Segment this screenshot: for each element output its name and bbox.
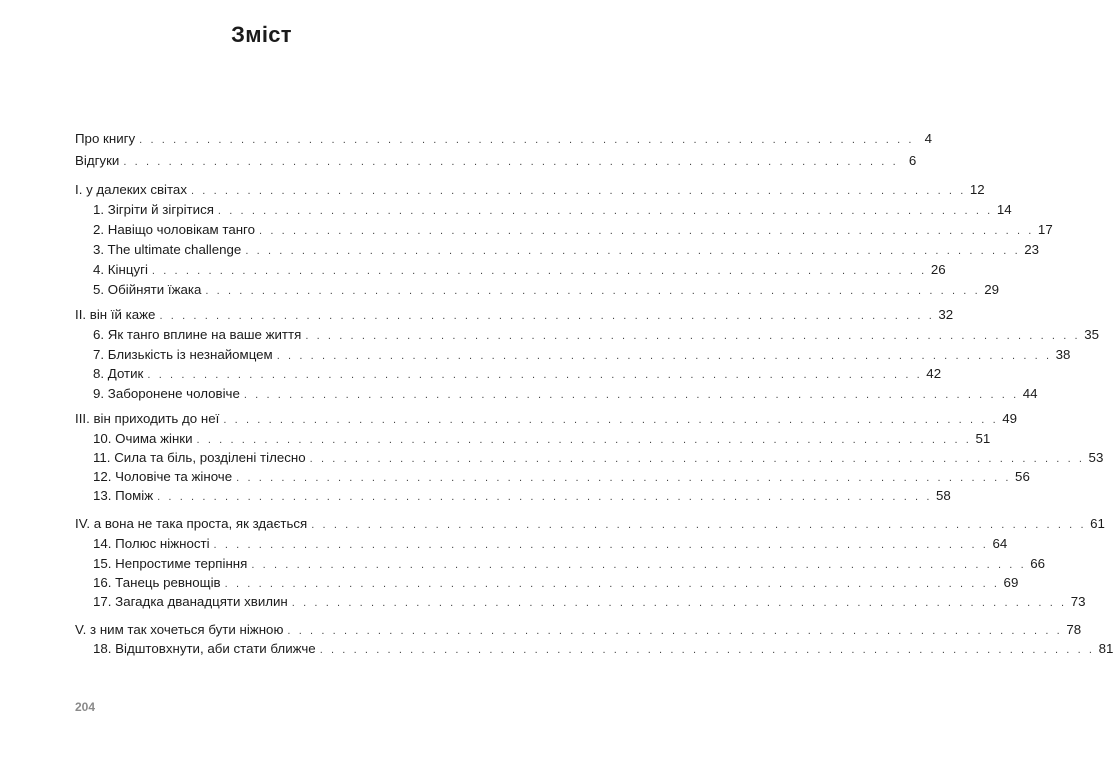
toc-entry-label: 16. Танець ревнощів [93,575,221,590]
toc-entry-page: 69 [1003,575,1019,590]
leader-dots: . . . . . . . . . . . . . . . . . . . . . . . . . . . . . . . . . . . . . . . . . . . . . . . . . . . . . . . . . . . . . . . . . . . . . [305,330,1081,342]
toc-entry-page: 56 [1015,469,1030,484]
toc-entry-page: 51 [975,431,991,446]
toc-chapter-13 [93,486,951,506]
toc-entry-label: 15. Непростиме терпіння [93,556,248,571]
toc-chapter-14 [93,534,1008,554]
toc-entry-label: 14. Полюс ніжності [93,536,210,551]
toc-entry-page: 4 [924,131,933,146]
leader-dots: . . . . . . . . . . . . . . . . . . . . . . . . . . . . . . . . . . . . . . . . . . . . . . . . . . . . . . . . . . . . . . . . . . . . . [123,156,899,168]
toc-entry-page: 73 [1070,594,1086,609]
page-title: Зміст [231,22,292,47]
toc-entry-page: 44 [1022,386,1038,401]
toc-chapter-12 [93,467,1030,487]
toc-chapter-8 [93,364,942,384]
toc-chapter-17 [93,592,1086,612]
leader-dots: . . . . . . . . . . . . . . . . . . . . . . . . . . . . . . . . . . . . . . . . . . . . . . . . . . . . . . . . . . . . . . . . . . . . . [205,285,981,297]
toc-entry-label: 17. Загадка дванадцяти хвилин [93,594,288,609]
toc-entry-label: Відгуки [75,153,120,168]
toc-entry-page: 32 [938,307,954,322]
leader-dots: . . . . . . . . . . . . . . . . . . . . . . . . . . . . . . . . . . . . . . . . . . . . . . . . . . . . . . . . . . . . . . . . . . . . . [319,644,1095,656]
toc-entry-label: І. у далеких світах [75,182,187,197]
toc-part-5 [75,620,1082,640]
toc-entry-label: 1. Зігріти й зігрітися [93,202,214,217]
toc-entry-label: 2. Навіщо чоловікам танго [93,222,256,237]
leader-dots: . . . . . . . . . . . . . . . . . . . . . . . . . . . . . . . . . . . . . . . . . . . . . . . . . . . . . . . . . . . . . . . . . . . . . [157,491,933,503]
leader-dots: . . . . . . . . . . . . . . . . . . . . . . . . . . . . . . . . . . . . . . . . . . . . . . . . . . . . . . . . . . . . . . . . . . . . . [224,578,1000,590]
toc-entry-label: 9. Заборонене чоловіче [93,386,240,401]
toc-entry-page: 64 [992,536,1008,551]
leader-dots: . . . . . . . . . . . . . . . . . . . . . . . . . . . . . . . . . . . . . . . . . . . . . . . . . . . . . . . . . . . . . . . . . . . . . [190,185,966,197]
toc-chapter-18 [93,639,1113,659]
toc-chapter-6 [93,325,1100,345]
leader-dots: . . . . . . . . . . . . . . . . . . . . . . . . . . . . . . . . . . . . . . . . . . . . . . . . . . . . . . . . . . . . . . . . . . . . . [223,414,999,426]
toc-chapter-16 [93,573,1019,593]
leader-dots: . . . . . . . . . . . . . . . . . . . . . . . . . . . . . . . . . . . . . . . . . . . . . . . . . . . . . . . . . . . . . . . . . . . . . [311,519,1087,531]
leader-dots: . . . . . . . . . . . . . . . . . . . . . . . . . . . . . . . . . . . . . . . . . . . . . . . . . . . . . . . . . . . . . . . . . . . . . [147,369,923,381]
toc-entry-page: 58 [936,488,951,503]
toc-entry-page: 61 [1090,516,1105,531]
toc-chapter-10 [93,429,991,449]
toc-part-2 [75,305,954,325]
leader-dots: . . . . . . . . . . . . . . . . . . . . . . . . . . . . . . . . . . . . . . . . . . . . . . . . . . . . . . . . . . . . . . . . . . . . . [217,205,993,217]
toc-chapter-2 [93,220,1053,240]
toc-entry-page: 26 [930,262,946,277]
leader-dots: . . . . . . . . . . . . . . . . . . . . . . . . . . . . . . . . . . . . . . . . . . . . . . . . . . . . . . . . . . . . . . . . . . . . . [287,625,1063,637]
toc-entry-page: 29 [984,282,1000,297]
toc-chapter-9 [93,384,1038,404]
toc-entry-label: 5. Обійняти їжака [93,282,202,297]
toc-entry-label: V. з ним так хочеться бути ніжною [75,622,284,637]
toc-chapter-11 [93,448,1104,468]
toc-entry-label: 6. Як танго вплине на ваше життя [93,327,302,342]
toc-entry-label: 18. Відштовхнути, аби стати ближче [93,641,316,656]
toc-chapter-4 [93,260,946,280]
toc-entry-page: 53 [1088,450,1104,465]
toc-entry-page: 23 [1024,242,1040,257]
toc-entry-label: 10. Очима жінки [93,431,193,446]
toc-part-4 [75,514,1105,534]
page-number: 204 [75,700,96,714]
leader-dots: . . . . . . . . . . . . . . . . . . . . . . . . . . . . . . . . . . . . . . . . . . . . . . . . . . . . . . . . . . . . . . . . . . . . . [251,559,1027,571]
leader-dots: . . . . . . . . . . . . . . . . . . . . . . . . . . . . . . . . . . . . . . . . . . . . . . . . . . . . . . . . . . . . . . . . . . . . . [196,434,972,446]
toc-entry-label: IV. а вона не така проста, як здається [75,516,308,531]
toc-entry-label: Про книгу [75,131,136,146]
toc-entry-reviews [75,151,917,171]
leader-dots: . . . . . . . . . . . . . . . . . . . . . . . . . . . . . . . . . . . . . . . . . . . . . . . . . . . . . . . . . . . . . . . . . . . . . [139,134,915,146]
toc-entry-label: 8. Дотик [93,366,144,381]
toc-entry-page: 38 [1055,347,1071,362]
leader-dots: . . . . . . . . . . . . . . . . . . . . . . . . . . . . . . . . . . . . . . . . . . . . . . . . . . . . . . . . . . . . . . . . . . . . . [159,310,935,322]
toc-chapter-7 [93,345,1071,365]
leader-dots: . . . . . . . . . . . . . . . . . . . . . . . . . . . . . . . . . . . . . . . . . . . . . . . . . . . . . . . . . . . . . . . . . . . . . [276,350,1052,362]
toc-entry-label: 3. The ultimate challenge [93,242,242,257]
toc-entry-label: ІІІ. він приходить до неї [75,411,220,426]
leader-dots: . . . . . . . . . . . . . . . . . . . . . . . . . . . . . . . . . . . . . . . . . . . . . . . . . . . . . . . . . . . . . . . . . . . . . [151,265,927,277]
toc-entry-page: 14 [996,202,1012,217]
leader-dots: . . . . . . . . . . . . . . . . . . . . . . . . . . . . . . . . . . . . . . . . . . . . . . . . . . . . . . . . . . . . . . . . . . . . . [243,389,1019,401]
toc-chapter-3 [93,240,1040,260]
leader-dots: . . . . . . . . . . . . . . . . . . . . . . . . . . . . . . . . . . . . . . . . . . . . . . . . . . . . . . . . . . . . . . . . . . . . . [245,245,1021,257]
leader-dots: . . . . . . . . . . . . . . . . . . . . . . . . . . . . . . . . . . . . . . . . . . . . . . . . . . . . . . . . . . . . . . . . . . . . . [309,453,1085,465]
toc-entry-page: 49 [1002,411,1018,426]
leader-dots: . . . . . . . . . . . . . . . . . . . . . . . . . . . . . . . . . . . . . . . . . . . . . . . . . . . . . . . . . . . . . . . . . . . . . [236,472,1012,484]
toc-entry-page: 42 [926,366,942,381]
toc-entry-label: 4. Кінцугі [93,262,148,277]
leader-dots: . . . . . . . . . . . . . . . . . . . . . . . . . . . . . . . . . . . . . . . . . . . . . . . . . . . . . . . . . . . . . . . . . . . . . [291,597,1067,609]
leader-dots: . . . . . . . . . . . . . . . . . . . . . . . . . . . . . . . . . . . . . . . . . . . . . . . . . . . . . . . . . . . . . . . . . . . . . [213,539,989,551]
toc-entry-page: 35 [1084,327,1100,342]
toc-entry-page: 12 [969,182,985,197]
toc-entry-page: 66 [1030,556,1046,571]
toc-entry-page: 78 [1066,622,1082,637]
leader-dots: . . . . . . . . . . . . . . . . . . . . . . . . . . . . . . . . . . . . . . . . . . . . . . . . . . . . . . . . . . . . . . . . . . . . . [259,225,1034,237]
toc-entry-page: 17 [1037,222,1053,237]
toc-entry-label: ІІ. він їй каже [75,307,156,322]
toc-entry-page: 6 [908,153,917,168]
toc-chapter-5 [93,280,1000,300]
toc-part-3 [75,409,1018,429]
toc-entry-label: 7. Близькість із незнайомцем [93,347,273,362]
toc-entry-label: 11. Сила та біль, розділені тілесно [93,450,306,465]
toc-entry-label: 13. Поміж [93,488,154,503]
toc-entry-about-book [75,129,933,149]
toc-entry-label: 12. Чоловіче та жіноче [93,469,233,484]
toc-chapter-15 [93,554,1046,574]
toc-chapter-1 [93,200,1012,220]
toc-part-1 [75,180,985,200]
toc-entry-page: 81 [1098,641,1113,656]
